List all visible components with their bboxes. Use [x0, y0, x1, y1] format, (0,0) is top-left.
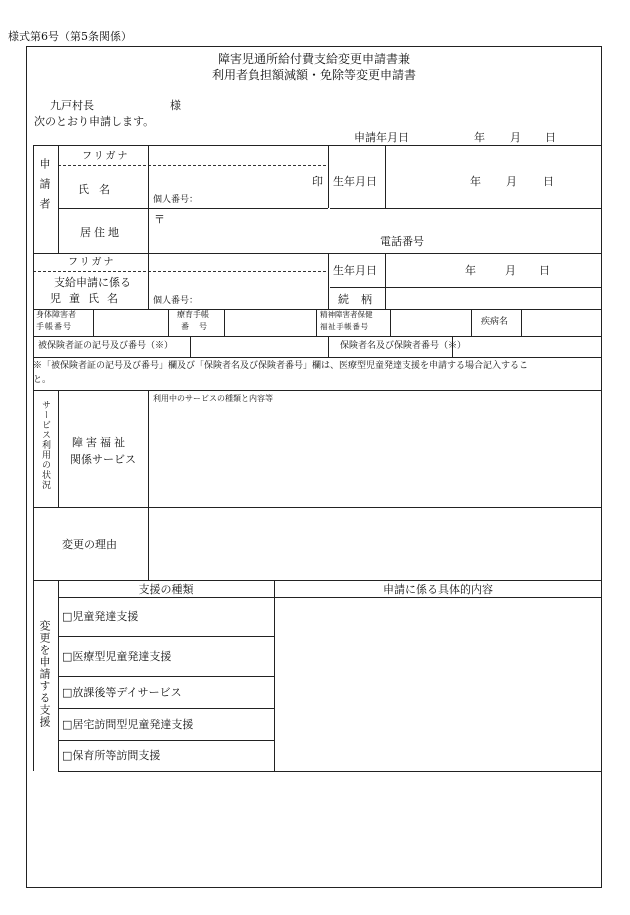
- applicant-birth-year: 年: [470, 175, 481, 188]
- note-line-1: ※「被保険者証の記号及び番号」欄及び「保険者名及び保険者番号」欄は、医療型児童発達支援を申請する場合記入するこ: [33, 361, 529, 371]
- application-date-day: 日: [545, 131, 556, 144]
- service-row-label-line-2: 関係サービス: [70, 453, 136, 466]
- form-number: 様式第6号（第5条関係）: [8, 30, 132, 43]
- support-option-home-visit-child-development[interactable]: □居宅訪問型児童発達支援: [62, 718, 194, 731]
- applicant-address-label: 居住地: [80, 226, 122, 239]
- application-date-year: 年: [474, 131, 485, 144]
- mental-cert-label-2: 福祉手帳番号: [320, 322, 369, 331]
- postal-mark: 〒: [154, 213, 165, 226]
- service-status-section-label: サービス利用の状況: [40, 400, 50, 490]
- support-option-nursery-visit[interactable]: □保育所等訪問支援: [62, 749, 161, 762]
- child-name-label-line-2: 児童氏名: [50, 292, 126, 305]
- honorific: 様: [170, 99, 181, 112]
- child-birth-day: 日: [539, 264, 550, 277]
- child-name-label-line-1: 支給申請に係る: [54, 276, 131, 289]
- rehab-cert-label-2: 番号: [181, 322, 217, 331]
- applicant-birthdate-label: 生年月日: [333, 175, 377, 188]
- application-date-label: 申請年月日: [354, 131, 409, 144]
- child-personal-number-label: 個人番号：: [153, 296, 199, 306]
- child-furigana-label: フリガナ: [68, 257, 116, 268]
- child-birth-month: 月: [505, 264, 516, 277]
- seal-mark: 印: [312, 175, 323, 188]
- applicant-section-label: 申請者: [38, 158, 51, 218]
- application-date-month: 月: [510, 131, 521, 144]
- applicant-personal-number-label: 個人番号：: [153, 195, 199, 205]
- support-option-after-school-day-service[interactable]: □放課後等デイサービス: [62, 686, 182, 699]
- service-content-header: 利用中のサービスの種類と内容等: [153, 394, 273, 403]
- title-line-2: 利用者負担額減額・免除等変更申請書: [211, 68, 416, 82]
- support-option-medical-child-development[interactable]: □医療型児童発達支援: [62, 650, 172, 663]
- addressee: 九戸村長: [50, 99, 94, 112]
- change-support-section-label: 変更を申請する支援: [38, 620, 51, 728]
- support-option-child-development[interactable]: □児童発達支援: [62, 610, 139, 623]
- insurer-name-label: 保険者名及び保険者番号（※）: [340, 341, 467, 351]
- change-reason-label: 変更の理由: [62, 538, 117, 551]
- child-birth-year: 年: [465, 264, 476, 277]
- intro-text: 次のとおり申請します。: [34, 115, 155, 128]
- title-line-1: 障害児通所給付費支給変更申請書兼: [217, 52, 410, 66]
- applicant-birth-day: 日: [543, 175, 554, 188]
- applicant-birth-month: 月: [506, 175, 517, 188]
- insured-number-label: 被保険者証の記号及び番号（※）: [38, 341, 174, 351]
- support-type-header: 支援の種類: [138, 583, 194, 596]
- relationship-label: 続柄: [338, 293, 384, 306]
- applicant-furigana-label: フリガナ: [82, 151, 130, 162]
- disease-label: 疾病名: [481, 317, 509, 327]
- service-row-label-line-1: 障害福祉: [72, 436, 128, 449]
- note-line-2: と。: [33, 375, 52, 385]
- physical-cert-label-1: 身体障害者: [36, 310, 76, 319]
- physical-cert-label-2: 手帳番号: [36, 322, 72, 331]
- phone-label: 電話番号: [380, 235, 424, 248]
- support-detail-header: 申請に係る具体的内容: [383, 583, 493, 596]
- child-birthdate-label: 生年月日: [333, 264, 377, 277]
- mental-cert-label-1: 精神障害者保健: [320, 310, 373, 319]
- applicant-name-label: 氏名: [78, 183, 120, 196]
- rehab-cert-label-1: 療育手帳: [177, 310, 209, 319]
